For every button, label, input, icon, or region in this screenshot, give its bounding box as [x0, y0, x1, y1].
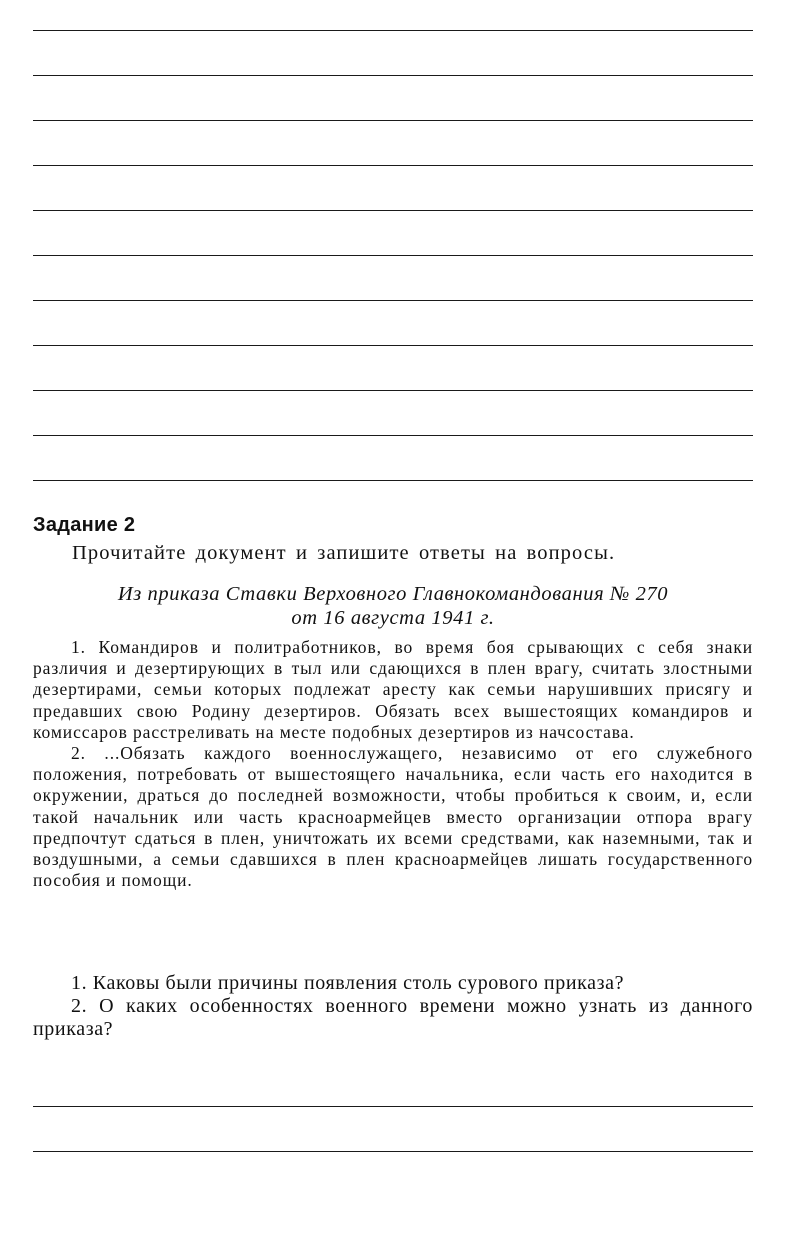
answer-line — [33, 345, 753, 346]
question-list — [33, 972, 753, 1041]
document-paragraph: 1. Командиров и политработников, во время боя срывающих с себя знаки различия и дезертирующих в тыл или сдающихся в плен врагу, считать злостными дезертирами, семьи которых подлежат аресту как семьи нарушивших присягу и предавших свою Родину дезертиров. Обязать всех вышестоящих командиров и комиссаров расстреливать на месте подобных дезертиров из начсостава. — [33, 637, 753, 742]
document-title — [33, 582, 753, 630]
question-item: 1. Каковы были причины появления столь сурового приказа? — [71, 972, 625, 994]
task-heading: Задание 2 — [33, 514, 136, 536]
answer-line — [33, 210, 753, 211]
answer-line — [33, 480, 753, 481]
answer-line — [33, 30, 753, 31]
answer-line — [33, 1106, 753, 1107]
answer-line — [33, 120, 753, 121]
document-paragraph: 2. ...Обязать каждого военнослужащего, независимо от его служебного положения, потребовать от вышестоящего начальника, если часть его находится в окружении, драться до последней возможности, чтобы пробиться к своим, и, если такой начальник или часть красноармейцев вместо организации отпора врагу предпочтут сдаться в плен, уничтожать их всеми средствами, как наземными, так и воздушными, а семьи сдавшихся в плен красноармейцев лишать государственного пособия и помощи. — [33, 743, 753, 891]
answer-line — [33, 75, 753, 76]
document-title-line: от 16 августа 1941 г. — [291, 607, 495, 629]
answer-line — [33, 390, 753, 391]
answer-line — [33, 435, 753, 436]
answer-line — [33, 300, 753, 301]
answer-line — [33, 165, 753, 166]
answer-line — [33, 1151, 753, 1152]
document-body — [33, 637, 753, 891]
question-item: 2. О каких особенностях военного времени можно узнать из данного приказа? — [33, 995, 753, 1040]
task-instruction: Прочитайте документ и запишите ответы на вопросы. — [72, 542, 616, 564]
document-title-line: Из приказа Ставки Верховного Главнокомандования № 270 — [117, 583, 669, 605]
answer-line — [33, 255, 753, 256]
